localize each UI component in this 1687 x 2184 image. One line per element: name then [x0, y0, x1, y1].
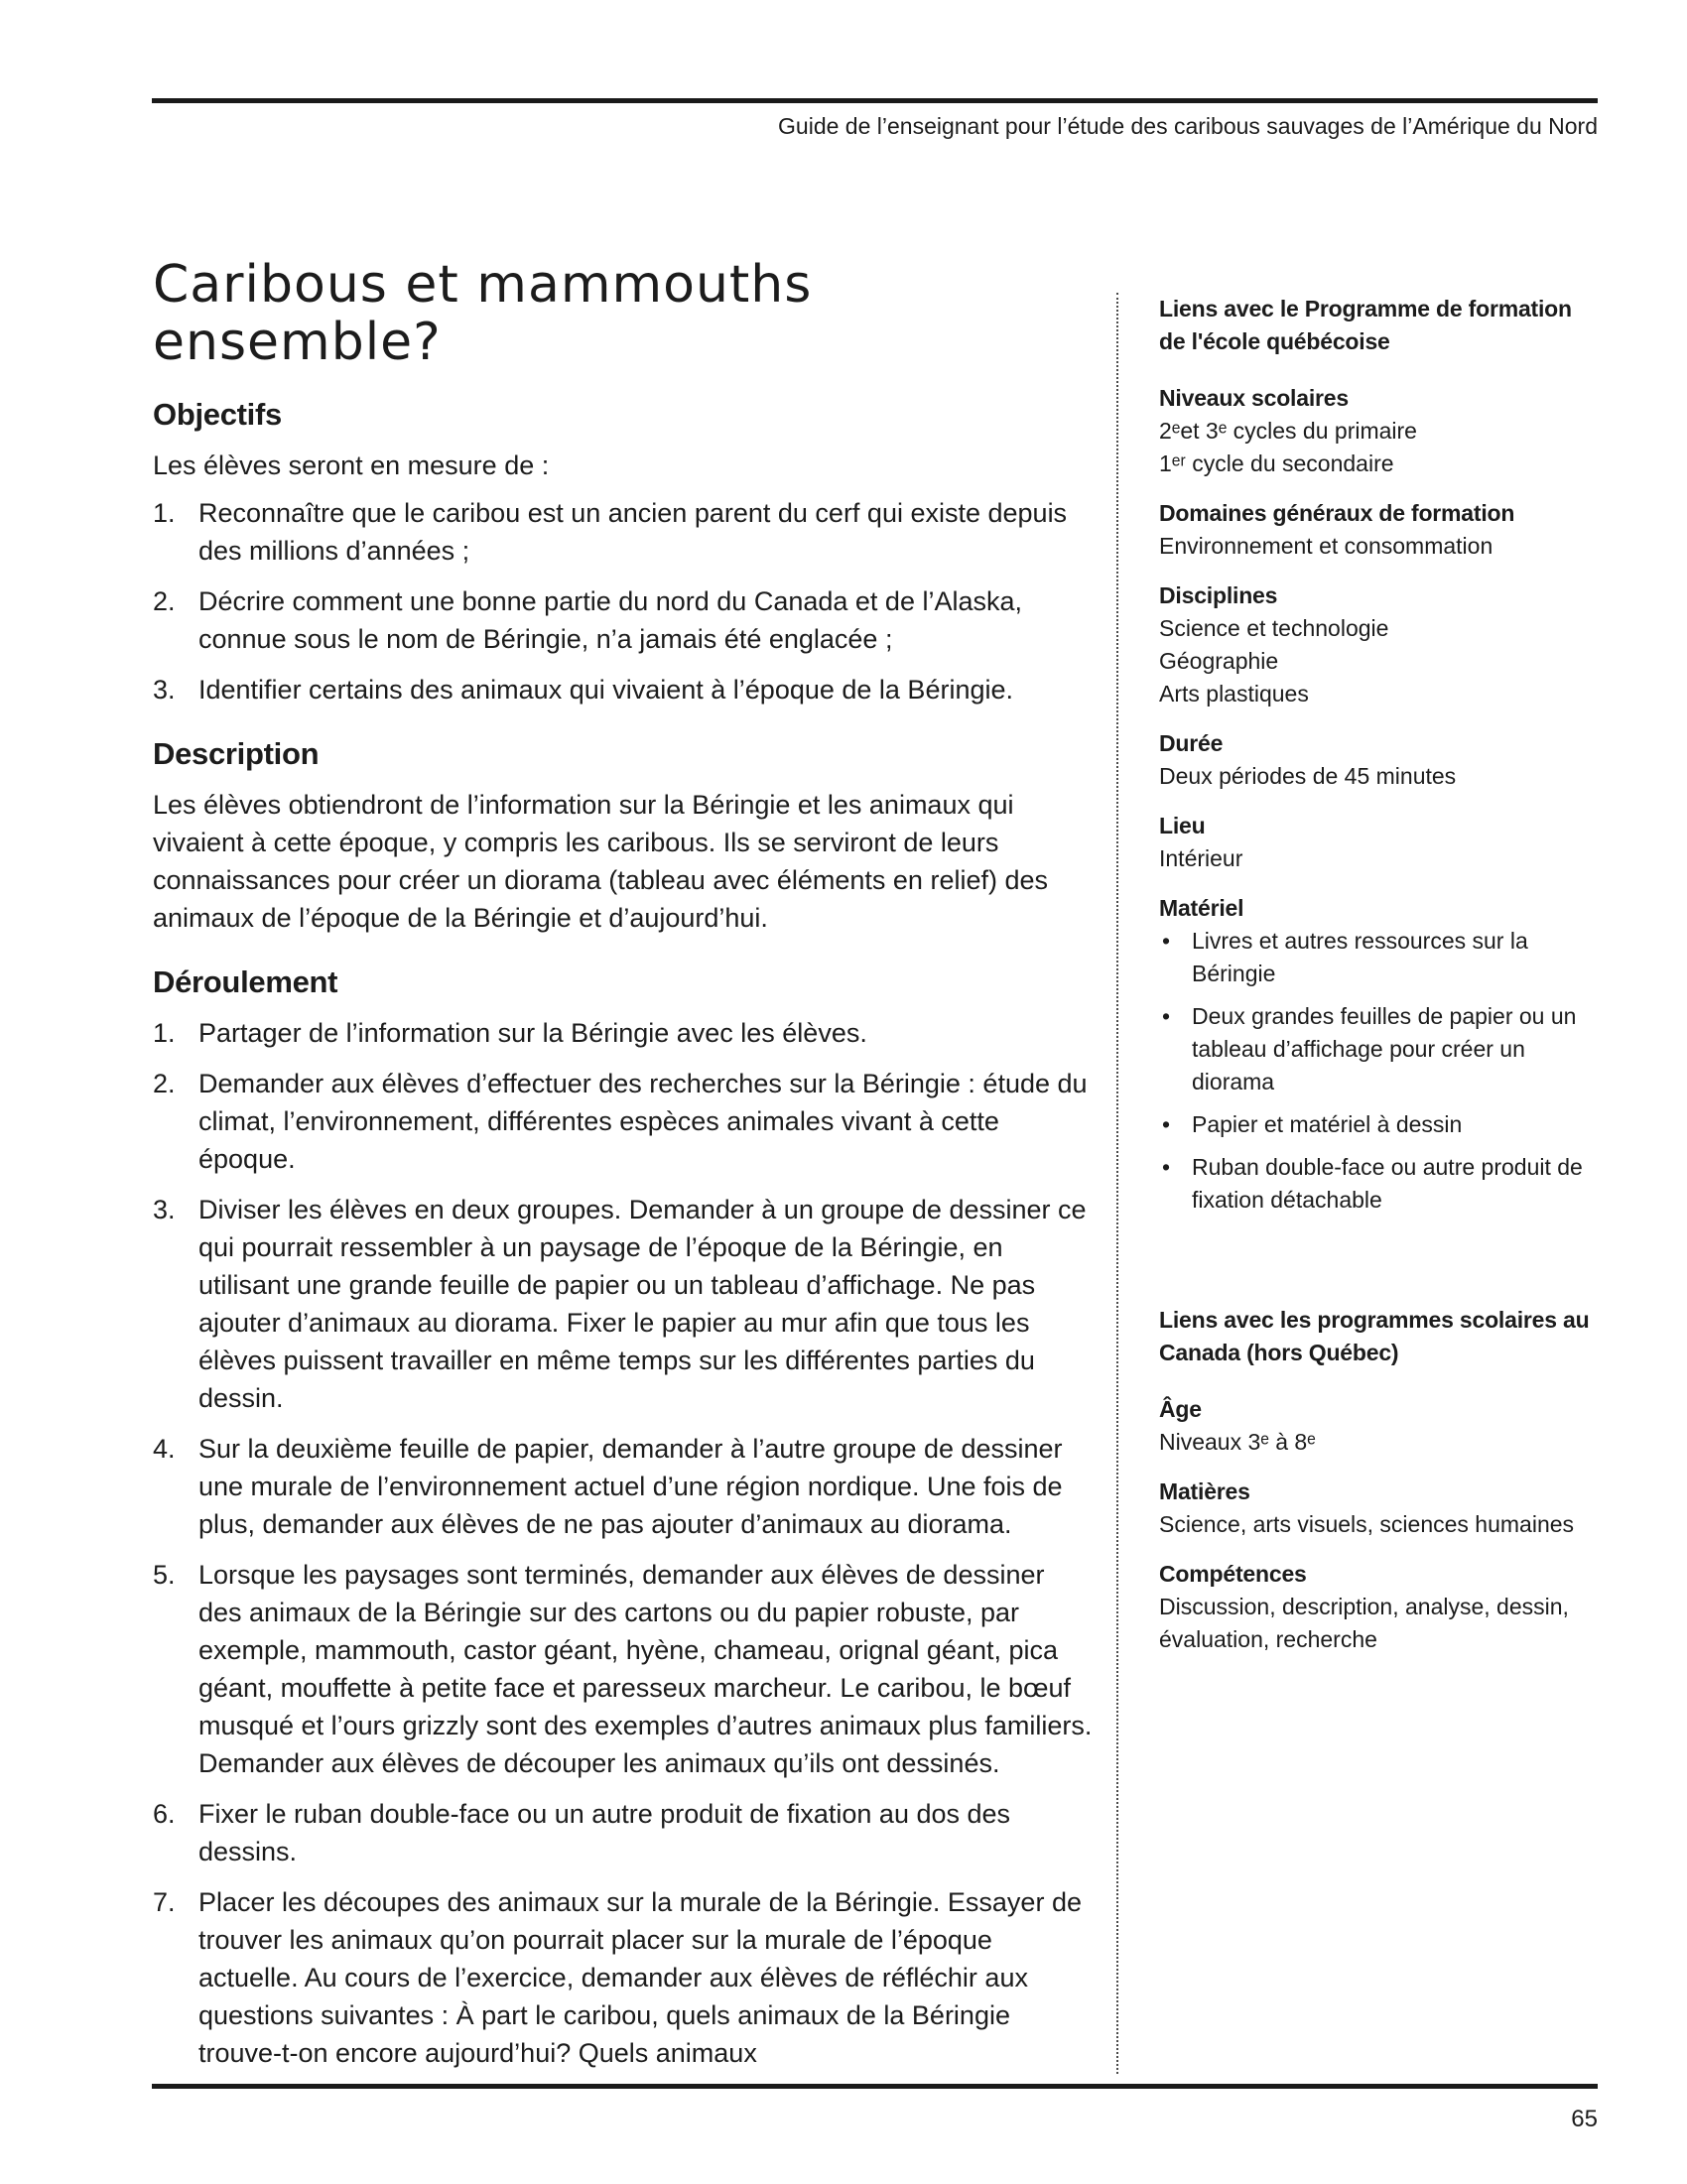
sidebar-value: Science, arts visuels, sciences humaines: [1159, 1511, 1575, 1537]
list-item: [153, 1191, 1094, 1417]
deroulement-list: [153, 1014, 1094, 2072]
bullet-list-item: [1159, 925, 1594, 990]
bullet-icon: •: [1162, 1154, 1171, 1180]
sidebar-section-matieres: [1159, 1476, 1594, 1541]
list-item-text: Fixer le ruban double-face ou un autre produit de fixation au dos des dessins.: [198, 1799, 1011, 1867]
sidebar-label: Domaines généraux de formation: [1159, 500, 1515, 526]
sidebar-label: Matériel: [1159, 895, 1244, 921]
list-item-text: Identifier certains des animaux qui vivaient à l’époque de la Béringie.: [198, 675, 1013, 706]
sidebar-label: Âge: [1159, 1396, 1202, 1422]
list-item: [153, 1883, 1094, 2072]
list-number: 7.: [153, 1887, 176, 1918]
bullet-list-item: [1159, 1151, 1594, 1217]
sidebar-label: Matières: [1159, 1478, 1250, 1504]
list-item: [153, 582, 1094, 658]
list-number: 1.: [153, 1018, 176, 1049]
objectifs-list: [153, 494, 1094, 708]
sidebar-value: Environnement et consommation: [1159, 533, 1493, 559]
list-item: [153, 1556, 1094, 1782]
sidebar-label: Disciplines: [1159, 582, 1278, 608]
main-column: [153, 256, 1094, 2072]
sidebar-label: Lieu: [1159, 813, 1206, 838]
list-item-text: Reconnaître que le caribou est un ancien parent du cerf qui existe depuis des millions d’années ;: [198, 498, 1068, 567]
list-item: [153, 494, 1094, 570]
sidebar: [1159, 293, 1594, 1673]
list-item-text: Diviser les élèves en deux groupes. Demander à un groupe de dessiner ce qui pourrait ressembler à un paysage de l’époque de la Béringie, en utilisant une grande feuille de papier ou un tableau d’affichage. Ne pas ajouter d’animaux au diorama. Fixer le papier au mur afin que tous les élèves puissent travailler en même temps sur les différentes parties du dessin.: [198, 1195, 1087, 1414]
sidebar-section-materiel: [1159, 892, 1594, 1217]
list-number: 3.: [153, 675, 176, 706]
sidebar-divider: [1116, 293, 1118, 2074]
list-item-text: Partager de l’information sur la Béringie avec les élèves.: [198, 1018, 867, 1049]
list-number: 3.: [153, 1195, 176, 1225]
list-item: [153, 1430, 1094, 1543]
section-heading-description: Description: [153, 736, 320, 772]
sidebar-value: Niveaux 3ᵉ à 8ᵉ: [1159, 1429, 1316, 1455]
list-item: [153, 671, 1094, 708]
description-paragraph: Les élèves obtiendront de l’information sur la Béringie et les animaux qui vivaient à cette époque, y compris les caribous. Ils se serviront de leurs connaissances pour créer un diorama (tableau avec éléments en relief) des animaux de l’époque de la Béringie et d’aujourd’hui.: [153, 790, 1048, 934]
section-heading-deroulement: Déroulement: [153, 964, 338, 1000]
page-title: Caribous et mammouths ensemble?: [153, 255, 813, 373]
bullet-item-text: Deux grandes feuilles de papier ou un tableau d’affichage pour créer un diorama: [1192, 1003, 1577, 1094]
list-number: 4.: [153, 1434, 176, 1465]
sidebar-value: 2ᵉet 3ᵉ cycles du primaire: [1159, 418, 1417, 444]
sidebar-label: Durée: [1159, 730, 1224, 756]
list-item: [153, 1795, 1094, 1870]
bullet-item-text: Livres et autres ressources sur la Béringie: [1192, 928, 1528, 986]
list-item-text: Décrire comment une bonne partie du nord du Canada et de l’Alaska, connue sous le nom de Béringie, n’a jamais été englacée ;: [198, 586, 1022, 655]
sidebar-value: 1ᵉʳ cycle du secondaire: [1159, 450, 1394, 476]
sidebar-section-competences: [1159, 1558, 1594, 1656]
section-heading-objectifs: Objectifs: [153, 397, 282, 433]
sidebar-value: Science et technologie: [1159, 615, 1389, 641]
bullet-list-item: [1159, 1108, 1594, 1141]
sidebar-value: Intérieur: [1159, 845, 1243, 871]
sidebar-section-niveaux-scolaires: [1159, 382, 1594, 480]
list-item: [153, 1065, 1094, 1178]
sidebar-value: Géographie: [1159, 648, 1279, 674]
sidebar-block-canada: [1159, 1304, 1594, 1656]
list-item-text: Demander aux élèves d’effectuer des recherches sur la Béringie : étude du climat, l’environnement, différentes espèces animales vivant à cette époque.: [198, 1069, 1088, 1175]
sidebar-section-disciplines: [1159, 579, 1594, 710]
list-number: 2.: [153, 586, 176, 617]
list-number: 1.: [153, 498, 176, 529]
sidebar-value: Arts plastiques: [1159, 681, 1309, 707]
list-item-text: Lorsque les paysages sont terminés, demander aux élèves de dessiner des animaux de la Béringie sur des cartons ou du papier robuste, par exemple, mammouth, castor géant, hyène, chameau, orignal géant, pica géant, mouffette à petite face et paresseux marcheur. Le caribou, le bœuf musqué et l’ours grizzly sont des exemples d’autres animaux plus familiers. Demander aux élèves de découper les animaux qu’ils ont dessinés.: [198, 1560, 1093, 1779]
bullet-list-item: [1159, 1000, 1594, 1098]
list-number: 6.: [153, 1799, 176, 1830]
list-item-text: Sur la deuxième feuille de papier, demander à l’autre groupe de dessiner une murale de l’environnement actuel d’une région nordique. Une fois de plus, demander aux élèves de ne pas ajouter d’animaux au diorama.: [198, 1434, 1063, 1540]
bullet-icon: •: [1162, 1003, 1171, 1029]
sidebar-value: Deux périodes de 45 minutes: [1159, 763, 1457, 789]
list-item: [153, 1014, 1094, 1052]
sidebar-value: Discussion, description, analyse, dessin, évaluation, recherche: [1159, 1594, 1569, 1652]
list-number: 2.: [153, 1069, 176, 1099]
sidebar-section-domaines: [1159, 497, 1594, 563]
footer-rule: [152, 2084, 1598, 2089]
sidebar-label: Compétences: [1159, 1561, 1307, 1587]
bullet-icon: •: [1162, 928, 1171, 954]
page-number: 65: [1571, 2106, 1598, 2132]
sidebar-heading-canada: Liens avec les programmes scolaires au Canada (hors Québec): [1159, 1307, 1590, 1365]
bullet-icon: •: [1162, 1111, 1171, 1137]
sidebar-section-age: [1159, 1393, 1594, 1459]
sidebar-section-duree: [1159, 727, 1594, 793]
sidebar-label: Niveaux scolaires: [1159, 385, 1349, 411]
sidebar-section-lieu: [1159, 810, 1594, 875]
bullet-item-text: Ruban double-face ou autre produit de fixation détachable: [1192, 1154, 1583, 1213]
header-rule: [152, 98, 1598, 103]
list-number: 5.: [153, 1560, 176, 1591]
bullet-item-text: Papier et matériel à dessin: [1192, 1111, 1463, 1137]
running-header: Guide de l’enseignant pour l’étude des caribous sauvages de l’Amérique du Nord: [778, 113, 1598, 139]
list-item-text: Placer les découpes des animaux sur la murale de la Béringie. Essayer de trouver les animaux qu’on pourrait placer sur la murale de l’époque actuelle. Au cours de l’exercice, demander aux élèves de réfléchir aux questions suivantes : À part le caribou, quels animaux de la Béringie trouve-t-on encore aujourd’hui? Quels animaux: [198, 1887, 1082, 2069]
objectifs-intro: Les élèves seront en mesure de :: [153, 450, 550, 481]
sidebar-heading-quebec: Liens avec le Programme de formation de l'école québécoise: [1159, 296, 1572, 354]
